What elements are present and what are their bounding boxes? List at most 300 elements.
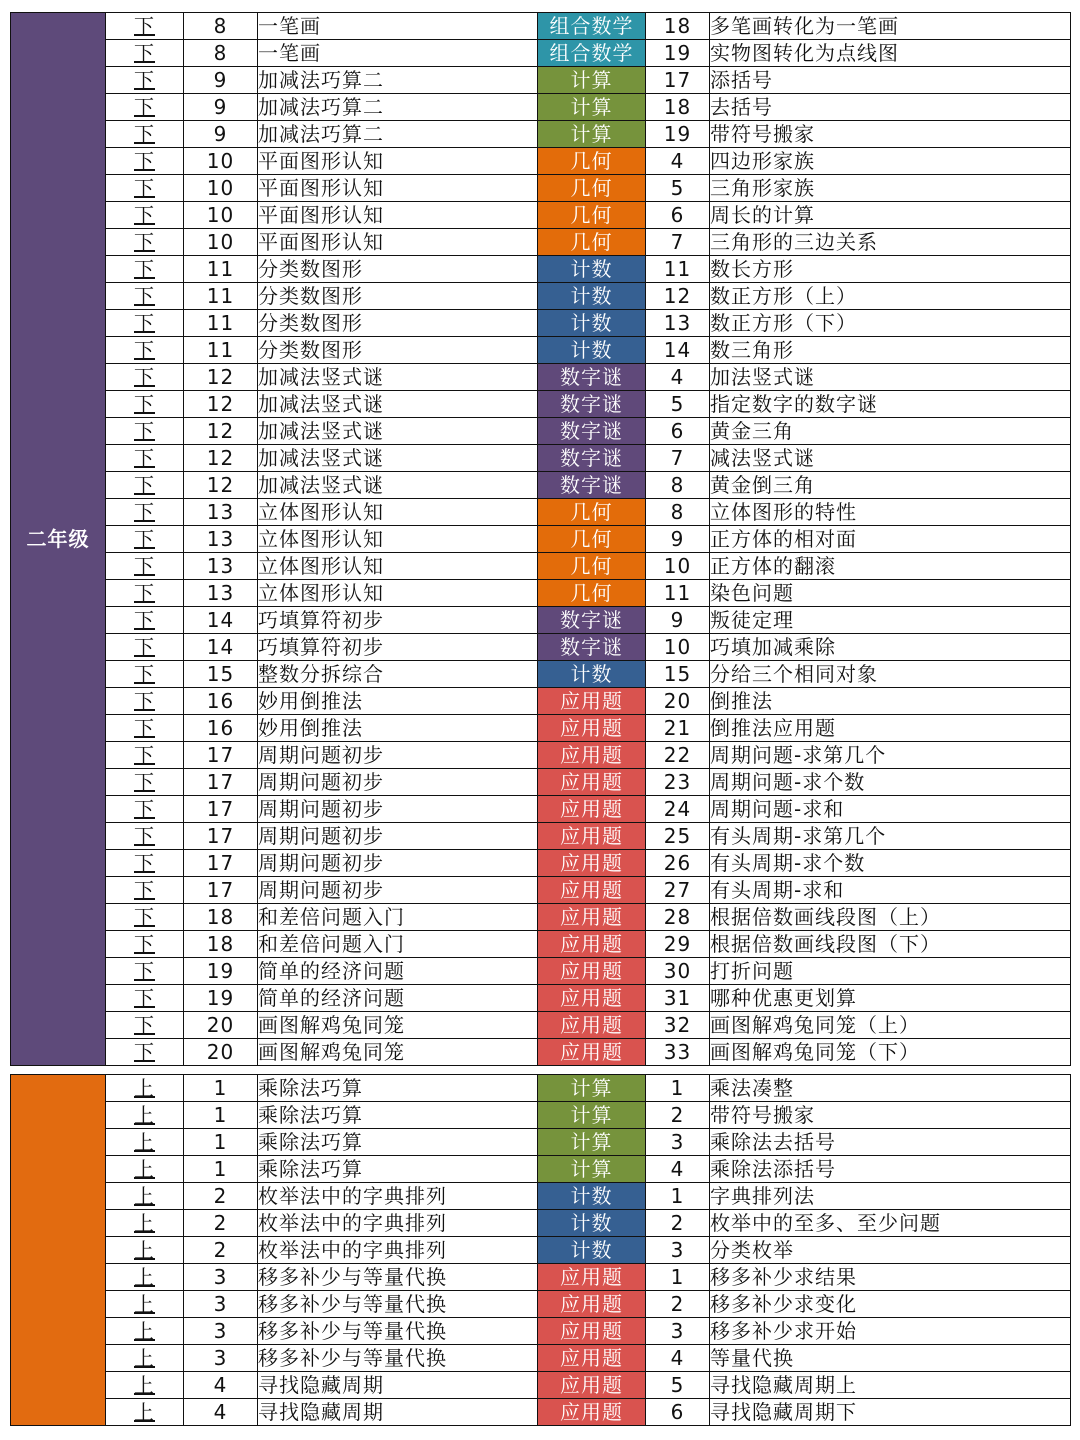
subtopic-cell: 乘法凑整 bbox=[710, 1075, 1071, 1102]
subtopic-number-cell: 9 bbox=[646, 526, 710, 553]
subtopic-cell: 三角形家族 bbox=[710, 175, 1071, 202]
term-cell: 上 bbox=[106, 1345, 184, 1372]
table-row bbox=[11, 445, 1071, 472]
topic-cell: 加减法巧算二 bbox=[258, 67, 538, 94]
subtopic-number-cell: 7 bbox=[646, 445, 710, 472]
subtopic-number-cell: 25 bbox=[646, 823, 710, 850]
table-row bbox=[11, 175, 1071, 202]
table-row bbox=[11, 553, 1071, 580]
subtopic-number-cell: 7 bbox=[646, 229, 710, 256]
lesson-number-cell: 1 bbox=[184, 1102, 258, 1129]
term-cell: 上 bbox=[106, 1210, 184, 1237]
lesson-number-cell: 18 bbox=[184, 904, 258, 931]
table-row bbox=[11, 1318, 1071, 1345]
topic-cell: 一笔画 bbox=[258, 40, 538, 67]
table-row bbox=[11, 931, 1071, 958]
subtopic-cell: 指定数字的数字谜 bbox=[710, 391, 1071, 418]
category-badge: 应用题 bbox=[538, 769, 646, 796]
topic-cell: 简单的经济问题 bbox=[258, 958, 538, 985]
table-row bbox=[11, 148, 1071, 175]
subtopic-number-cell: 5 bbox=[646, 391, 710, 418]
subtopic-cell: 黄金三角 bbox=[710, 418, 1071, 445]
term-cell: 下 bbox=[106, 472, 184, 499]
topic-cell: 寻找隐藏周期 bbox=[258, 1372, 538, 1399]
term-cell: 下 bbox=[106, 823, 184, 850]
term-cell: 下 bbox=[106, 256, 184, 283]
topic-cell: 加减法竖式谜 bbox=[258, 418, 538, 445]
term-cell: 下 bbox=[106, 40, 184, 67]
lesson-number-cell: 17 bbox=[184, 769, 258, 796]
category-badge: 计算 bbox=[538, 1129, 646, 1156]
subtopic-cell: 分类枚举 bbox=[710, 1237, 1071, 1264]
subtopic-cell: 正方体的相对面 bbox=[710, 526, 1071, 553]
term-cell: 下 bbox=[106, 1012, 184, 1039]
subtopic-cell: 染色问题 bbox=[710, 580, 1071, 607]
table-row bbox=[11, 1129, 1071, 1156]
term-cell: 下 bbox=[106, 877, 184, 904]
term-cell: 上 bbox=[106, 1237, 184, 1264]
lesson-number-cell: 11 bbox=[184, 337, 258, 364]
topic-cell: 平面图形认知 bbox=[258, 229, 538, 256]
lesson-number-cell: 13 bbox=[184, 526, 258, 553]
lesson-number-cell: 8 bbox=[184, 13, 258, 40]
term-cell: 上 bbox=[106, 1318, 184, 1345]
category-badge: 数字谜 bbox=[538, 634, 646, 661]
topic-cell: 乘除法巧算 bbox=[258, 1129, 538, 1156]
category-badge: 几何 bbox=[538, 580, 646, 607]
table-row bbox=[11, 607, 1071, 634]
category-badge: 组合数学 bbox=[538, 40, 646, 67]
category-badge: 组合数学 bbox=[538, 13, 646, 40]
subtopic-number-cell: 1 bbox=[646, 1075, 710, 1102]
lesson-number-cell: 9 bbox=[184, 94, 258, 121]
table-row bbox=[11, 67, 1071, 94]
subtopic-number-cell: 33 bbox=[646, 1039, 710, 1066]
topic-cell: 寻找隐藏周期 bbox=[258, 1399, 538, 1426]
table-row bbox=[11, 94, 1071, 121]
topic-cell: 乘除法巧算 bbox=[258, 1156, 538, 1183]
category-badge: 计算 bbox=[538, 1102, 646, 1129]
subtopic-number-cell: 6 bbox=[646, 418, 710, 445]
term-cell: 下 bbox=[106, 283, 184, 310]
table-row bbox=[11, 283, 1071, 310]
subtopic-number-cell: 28 bbox=[646, 904, 710, 931]
lesson-number-cell: 13 bbox=[184, 580, 258, 607]
subtopic-number-cell: 14 bbox=[646, 337, 710, 364]
lesson-number-cell: 3 bbox=[184, 1264, 258, 1291]
lesson-number-cell: 19 bbox=[184, 958, 258, 985]
subtopic-cell: 加法竖式谜 bbox=[710, 364, 1071, 391]
subtopic-cell: 立体图形的特性 bbox=[710, 499, 1071, 526]
category-badge: 几何 bbox=[538, 175, 646, 202]
topic-cell: 分类数图形 bbox=[258, 256, 538, 283]
table-row bbox=[11, 715, 1071, 742]
term-cell: 上 bbox=[106, 1102, 184, 1129]
topic-cell: 巧填算符初步 bbox=[258, 634, 538, 661]
category-badge: 计数 bbox=[538, 283, 646, 310]
topic-cell: 加减法巧算二 bbox=[258, 121, 538, 148]
category-badge: 应用题 bbox=[538, 1399, 646, 1426]
table-row bbox=[11, 1183, 1071, 1210]
lesson-number-cell: 8 bbox=[184, 40, 258, 67]
topic-cell: 周期问题初步 bbox=[258, 823, 538, 850]
lesson-number-cell: 14 bbox=[184, 607, 258, 634]
category-badge: 计数 bbox=[538, 1183, 646, 1210]
topic-cell: 枚举法中的字典排列 bbox=[258, 1237, 538, 1264]
topic-cell: 分类数图形 bbox=[258, 310, 538, 337]
category-badge: 应用题 bbox=[538, 1318, 646, 1345]
category-badge: 应用题 bbox=[538, 904, 646, 931]
topic-cell: 移多补少与等量代换 bbox=[258, 1291, 538, 1318]
topic-cell: 周期问题初步 bbox=[258, 769, 538, 796]
term-cell: 上 bbox=[106, 1399, 184, 1426]
term-cell: 下 bbox=[106, 742, 184, 769]
subtopic-cell: 画图解鸡兔同笼（下） bbox=[710, 1039, 1071, 1066]
subtopic-number-cell: 8 bbox=[646, 472, 710, 499]
topic-cell: 移多补少与等量代换 bbox=[258, 1318, 538, 1345]
subtopic-number-cell: 11 bbox=[646, 580, 710, 607]
topic-cell: 平面图形认知 bbox=[258, 175, 538, 202]
table-row bbox=[11, 904, 1071, 931]
subtopic-cell: 乘除法添括号 bbox=[710, 1156, 1071, 1183]
category-badge: 计数 bbox=[538, 1237, 646, 1264]
subtopic-cell: 正方体的翻滚 bbox=[710, 553, 1071, 580]
subtopic-number-cell: 10 bbox=[646, 553, 710, 580]
category-badge: 应用题 bbox=[538, 1291, 646, 1318]
category-badge: 应用题 bbox=[538, 985, 646, 1012]
term-cell: 下 bbox=[106, 931, 184, 958]
category-badge: 计数 bbox=[538, 256, 646, 283]
subtopic-cell: 有头周期-求个数 bbox=[710, 850, 1071, 877]
lesson-number-cell: 2 bbox=[184, 1237, 258, 1264]
subtopic-number-cell: 9 bbox=[646, 607, 710, 634]
subtopic-number-cell: 24 bbox=[646, 796, 710, 823]
category-badge: 计数 bbox=[538, 337, 646, 364]
topic-cell: 画图解鸡兔同笼 bbox=[258, 1039, 538, 1066]
term-cell: 上 bbox=[106, 1264, 184, 1291]
table-row bbox=[11, 1102, 1071, 1129]
term-cell: 下 bbox=[106, 958, 184, 985]
grade-label bbox=[11, 1075, 106, 1426]
subtopic-cell: 周期问题-求个数 bbox=[710, 769, 1071, 796]
topic-cell: 简单的经济问题 bbox=[258, 985, 538, 1012]
subtopic-cell: 周期问题-求第几个 bbox=[710, 742, 1071, 769]
table-row bbox=[11, 823, 1071, 850]
subtopic-number-cell: 3 bbox=[646, 1318, 710, 1345]
topic-cell: 乘除法巧算 bbox=[258, 1102, 538, 1129]
subtopic-number-cell: 19 bbox=[646, 40, 710, 67]
curriculum-table bbox=[10, 12, 1070, 1426]
table-row bbox=[11, 1237, 1071, 1264]
table-row bbox=[11, 985, 1071, 1012]
subtopic-number-cell: 5 bbox=[646, 175, 710, 202]
term-cell: 下 bbox=[106, 580, 184, 607]
category-badge: 应用题 bbox=[538, 1345, 646, 1372]
table-row bbox=[11, 769, 1071, 796]
table-row bbox=[11, 661, 1071, 688]
topic-cell: 平面图形认知 bbox=[258, 148, 538, 175]
table-row bbox=[11, 310, 1071, 337]
subtopic-number-cell: 30 bbox=[646, 958, 710, 985]
term-cell: 下 bbox=[106, 715, 184, 742]
table-row bbox=[11, 580, 1071, 607]
lesson-number-cell: 18 bbox=[184, 931, 258, 958]
subtopic-number-cell: 22 bbox=[646, 742, 710, 769]
category-badge: 数字谜 bbox=[538, 472, 646, 499]
subtopic-cell: 枚举中的至多、至少问题 bbox=[710, 1210, 1071, 1237]
lesson-number-cell: 20 bbox=[184, 1012, 258, 1039]
category-badge: 应用题 bbox=[538, 1372, 646, 1399]
lesson-number-cell: 1 bbox=[184, 1156, 258, 1183]
term-cell: 下 bbox=[106, 985, 184, 1012]
lesson-number-cell: 2 bbox=[184, 1183, 258, 1210]
topic-cell: 立体图形认知 bbox=[258, 580, 538, 607]
topic-cell: 周期问题初步 bbox=[258, 796, 538, 823]
lesson-number-cell: 2 bbox=[184, 1210, 258, 1237]
grade-section bbox=[10, 12, 1071, 1066]
subtopic-number-cell: 17 bbox=[646, 67, 710, 94]
lesson-number-cell: 11 bbox=[184, 283, 258, 310]
topic-cell: 平面图形认知 bbox=[258, 202, 538, 229]
table-row bbox=[11, 391, 1071, 418]
category-badge: 应用题 bbox=[538, 877, 646, 904]
subtopic-cell: 倒推法应用题 bbox=[710, 715, 1071, 742]
subtopic-cell: 添括号 bbox=[710, 67, 1071, 94]
topic-cell: 移多补少与等量代换 bbox=[258, 1264, 538, 1291]
category-badge: 计算 bbox=[538, 67, 646, 94]
subtopic-cell: 带符号搬家 bbox=[710, 1102, 1071, 1129]
subtopic-number-cell: 6 bbox=[646, 202, 710, 229]
category-badge: 应用题 bbox=[538, 931, 646, 958]
table-row bbox=[11, 1264, 1071, 1291]
term-cell: 下 bbox=[106, 391, 184, 418]
subtopic-number-cell: 4 bbox=[646, 1345, 710, 1372]
subtopic-cell: 移多补少求开始 bbox=[710, 1318, 1071, 1345]
subtopic-cell: 叛徒定理 bbox=[710, 607, 1071, 634]
table-row bbox=[11, 796, 1071, 823]
subtopic-number-cell: 8 bbox=[646, 499, 710, 526]
subtopic-cell: 三角形的三边关系 bbox=[710, 229, 1071, 256]
table-row bbox=[11, 1039, 1071, 1066]
table-row bbox=[11, 499, 1071, 526]
category-badge: 数字谜 bbox=[538, 418, 646, 445]
subtopic-number-cell: 1 bbox=[646, 1264, 710, 1291]
category-badge: 几何 bbox=[538, 148, 646, 175]
grade-section bbox=[10, 1074, 1071, 1426]
term-cell: 上 bbox=[106, 1291, 184, 1318]
category-badge: 计数 bbox=[538, 310, 646, 337]
lesson-number-cell: 15 bbox=[184, 661, 258, 688]
subtopic-number-cell: 15 bbox=[646, 661, 710, 688]
lesson-number-cell: 20 bbox=[184, 1039, 258, 1066]
lesson-number-cell: 10 bbox=[184, 148, 258, 175]
category-badge: 几何 bbox=[538, 229, 646, 256]
subtopic-cell: 等量代换 bbox=[710, 1345, 1071, 1372]
topic-cell: 加减法竖式谜 bbox=[258, 472, 538, 499]
term-cell: 上 bbox=[106, 1372, 184, 1399]
subtopic-cell: 有头周期-求和 bbox=[710, 877, 1071, 904]
lesson-number-cell: 9 bbox=[184, 67, 258, 94]
subtopic-cell: 移多补少求结果 bbox=[710, 1264, 1071, 1291]
topic-cell: 加减法竖式谜 bbox=[258, 445, 538, 472]
subtopic-cell: 打折问题 bbox=[710, 958, 1071, 985]
term-cell: 下 bbox=[106, 202, 184, 229]
term-cell: 上 bbox=[106, 1129, 184, 1156]
lesson-number-cell: 17 bbox=[184, 796, 258, 823]
subtopic-number-cell: 5 bbox=[646, 1372, 710, 1399]
topic-cell: 立体图形认知 bbox=[258, 499, 538, 526]
category-badge: 应用题 bbox=[538, 1264, 646, 1291]
category-badge: 应用题 bbox=[538, 1039, 646, 1066]
subtopic-cell: 倒推法 bbox=[710, 688, 1071, 715]
category-badge: 数字谜 bbox=[538, 364, 646, 391]
subtopic-number-cell: 11 bbox=[646, 256, 710, 283]
table-row bbox=[11, 13, 1071, 40]
category-badge: 计算 bbox=[538, 1156, 646, 1183]
lesson-number-cell: 12 bbox=[184, 445, 258, 472]
category-badge: 应用题 bbox=[538, 688, 646, 715]
subtopic-cell: 数长方形 bbox=[710, 256, 1071, 283]
term-cell: 下 bbox=[106, 1039, 184, 1066]
topic-cell: 整数分拆综合 bbox=[258, 661, 538, 688]
subtopic-cell: 带符号搬家 bbox=[710, 121, 1071, 148]
table-row bbox=[11, 1399, 1071, 1426]
lesson-number-cell: 9 bbox=[184, 121, 258, 148]
lesson-number-cell: 4 bbox=[184, 1372, 258, 1399]
grade-label: 二年级 bbox=[11, 13, 106, 1066]
lesson-number-cell: 13 bbox=[184, 553, 258, 580]
category-badge: 应用题 bbox=[538, 850, 646, 877]
term-cell: 下 bbox=[106, 553, 184, 580]
subtopic-number-cell: 19 bbox=[646, 121, 710, 148]
category-badge: 计算 bbox=[538, 94, 646, 121]
table-row bbox=[11, 364, 1071, 391]
category-badge: 数字谜 bbox=[538, 391, 646, 418]
term-cell: 下 bbox=[106, 661, 184, 688]
subtopic-cell: 黄金倒三角 bbox=[710, 472, 1071, 499]
subtopic-cell: 移多补少求变化 bbox=[710, 1291, 1071, 1318]
section-gap bbox=[10, 1066, 1070, 1074]
term-cell: 下 bbox=[106, 310, 184, 337]
table-row bbox=[11, 742, 1071, 769]
category-badge: 应用题 bbox=[538, 742, 646, 769]
lesson-number-cell: 17 bbox=[184, 850, 258, 877]
subtopic-number-cell: 12 bbox=[646, 283, 710, 310]
lesson-number-cell: 3 bbox=[184, 1345, 258, 1372]
topic-cell: 一笔画 bbox=[258, 13, 538, 40]
term-cell: 下 bbox=[106, 769, 184, 796]
lesson-number-cell: 10 bbox=[184, 202, 258, 229]
category-badge: 应用题 bbox=[538, 823, 646, 850]
lesson-number-cell: 17 bbox=[184, 742, 258, 769]
term-cell: 上 bbox=[106, 1075, 184, 1102]
subtopic-cell: 四边形家族 bbox=[710, 148, 1071, 175]
lesson-number-cell: 16 bbox=[184, 715, 258, 742]
category-badge: 应用题 bbox=[538, 958, 646, 985]
subtopic-number-cell: 6 bbox=[646, 1399, 710, 1426]
category-badge: 数字谜 bbox=[538, 607, 646, 634]
subtopic-number-cell: 4 bbox=[646, 148, 710, 175]
subtopic-number-cell: 29 bbox=[646, 931, 710, 958]
subtopic-number-cell: 13 bbox=[646, 310, 710, 337]
subtopic-number-cell: 1 bbox=[646, 1183, 710, 1210]
category-badge: 应用题 bbox=[538, 796, 646, 823]
table-row bbox=[11, 418, 1071, 445]
term-cell: 上 bbox=[106, 1156, 184, 1183]
lesson-number-cell: 10 bbox=[184, 175, 258, 202]
term-cell: 下 bbox=[106, 445, 184, 472]
subtopic-number-cell: 2 bbox=[646, 1291, 710, 1318]
category-badge: 计数 bbox=[538, 661, 646, 688]
table-row bbox=[11, 1291, 1071, 1318]
subtopic-number-cell: 2 bbox=[646, 1210, 710, 1237]
lesson-number-cell: 1 bbox=[184, 1075, 258, 1102]
topic-cell: 移多补少与等量代换 bbox=[258, 1345, 538, 1372]
term-cell: 下 bbox=[106, 337, 184, 364]
table-row bbox=[11, 229, 1071, 256]
subtopic-number-cell: 31 bbox=[646, 985, 710, 1012]
topic-cell: 妙用倒推法 bbox=[258, 715, 538, 742]
category-badge: 应用题 bbox=[538, 715, 646, 742]
topic-cell: 枚举法中的字典排列 bbox=[258, 1183, 538, 1210]
term-cell: 下 bbox=[106, 499, 184, 526]
subtopic-cell: 画图解鸡兔同笼（上） bbox=[710, 1012, 1071, 1039]
subtopic-cell: 周长的计算 bbox=[710, 202, 1071, 229]
subtopic-number-cell: 18 bbox=[646, 13, 710, 40]
subtopic-cell: 数三角形 bbox=[710, 337, 1071, 364]
term-cell: 下 bbox=[106, 607, 184, 634]
term-cell: 下 bbox=[106, 175, 184, 202]
topic-cell: 周期问题初步 bbox=[258, 877, 538, 904]
category-badge: 几何 bbox=[538, 526, 646, 553]
lesson-number-cell: 12 bbox=[184, 418, 258, 445]
term-cell: 下 bbox=[106, 634, 184, 661]
lesson-number-cell: 12 bbox=[184, 472, 258, 499]
lesson-number-cell: 4 bbox=[184, 1399, 258, 1426]
topic-cell: 周期问题初步 bbox=[258, 850, 538, 877]
subtopic-cell: 减法竖式谜 bbox=[710, 445, 1071, 472]
table-row bbox=[11, 337, 1071, 364]
lesson-number-cell: 3 bbox=[184, 1318, 258, 1345]
term-cell: 下 bbox=[106, 688, 184, 715]
category-badge: 计算 bbox=[538, 121, 646, 148]
table-row bbox=[11, 1345, 1071, 1372]
subtopic-number-cell: 21 bbox=[646, 715, 710, 742]
term-cell: 下 bbox=[106, 121, 184, 148]
term-cell: 下 bbox=[106, 364, 184, 391]
subtopic-cell: 根据倍数画线段图（上） bbox=[710, 904, 1071, 931]
subtopic-cell: 去括号 bbox=[710, 94, 1071, 121]
table-row bbox=[11, 877, 1071, 904]
subtopic-number-cell: 3 bbox=[646, 1129, 710, 1156]
topic-cell: 乘除法巧算 bbox=[258, 1075, 538, 1102]
table-row bbox=[11, 634, 1071, 661]
topic-cell: 加减法竖式谜 bbox=[258, 364, 538, 391]
table-row bbox=[11, 1075, 1071, 1102]
category-badge: 应用题 bbox=[538, 1012, 646, 1039]
topic-cell: 周期问题初步 bbox=[258, 742, 538, 769]
subtopic-cell: 分给三个相同对象 bbox=[710, 661, 1071, 688]
lesson-number-cell: 17 bbox=[184, 877, 258, 904]
subtopic-cell: 哪种优惠更划算 bbox=[710, 985, 1071, 1012]
topic-cell: 和差倍问题入门 bbox=[258, 904, 538, 931]
subtopic-cell: 寻找隐藏周期上 bbox=[710, 1372, 1071, 1399]
term-cell: 下 bbox=[106, 148, 184, 175]
subtopic-cell: 乘除法去括号 bbox=[710, 1129, 1071, 1156]
subtopic-cell: 字典排列法 bbox=[710, 1183, 1071, 1210]
table-row bbox=[11, 688, 1071, 715]
subtopic-cell: 根据倍数画线段图（下） bbox=[710, 931, 1071, 958]
